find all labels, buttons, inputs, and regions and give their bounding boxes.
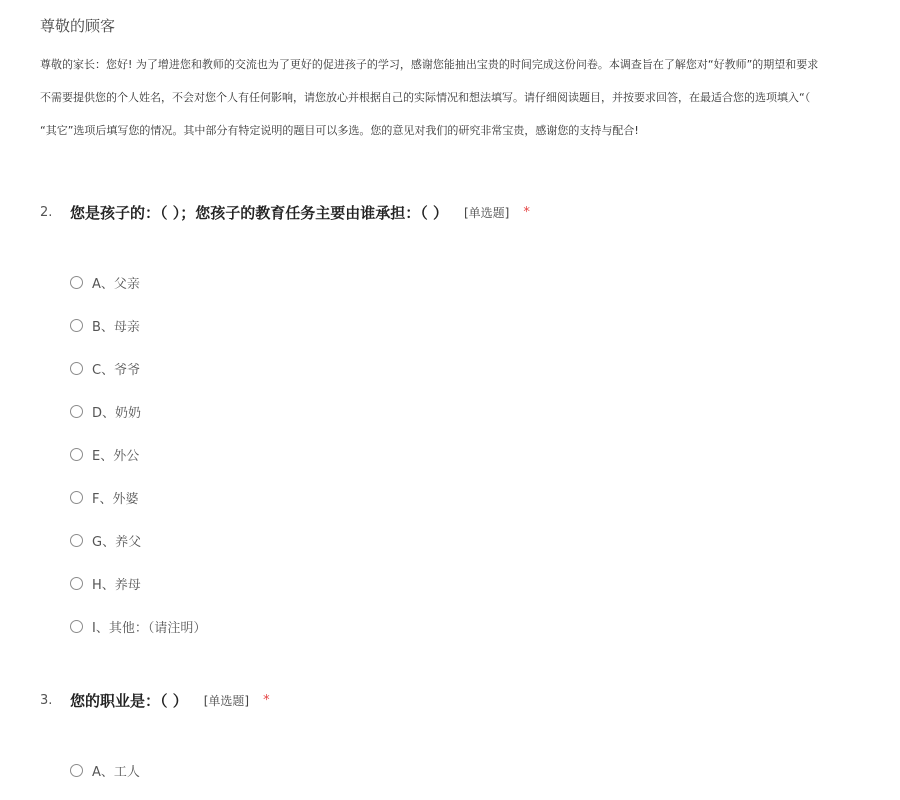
q2-option-g[interactable]: [70, 530, 141, 550]
option-label: I、其他：（请注明）: [92, 620, 207, 636]
radio-button[interactable]: [70, 620, 83, 633]
option-label: B、母亲: [92, 319, 140, 335]
q2-option-b[interactable]: [70, 315, 140, 335]
question-2-header: [40, 200, 530, 224]
question-title: 您是孩子的：（ ）；您孩子的教育任务主要由谁承担：（ ）: [70, 203, 448, 222]
q2-option-c[interactable]: [70, 358, 140, 378]
required-marker: *: [523, 204, 530, 220]
radio-button[interactable]: [70, 491, 83, 504]
radio-button[interactable]: [70, 405, 83, 418]
question-number: 2.: [40, 204, 53, 220]
option-label: G、养父: [92, 534, 142, 550]
q2-option-a[interactable]: [70, 272, 140, 292]
radio-button[interactable]: [70, 276, 83, 289]
option-label: H、养母: [92, 577, 141, 593]
option-label: D、奶奶: [92, 405, 142, 421]
intro-line-1: 尊敬的家长：您好! 为了增进您和教师的交流也为了更好的促进孩子的学习，感谢您能抽出宝贵的时间完成这份问卷。本调查旨在了解您对“好教师”的期望和要求: [40, 58, 819, 71]
question-number: 3.: [40, 692, 53, 708]
intro-line-2: 不需要提供您的个人姓名，不会对您个人有任何影响，请您放心并根据自己的实际情况和想法填写。请仔细阅读题目，并按要求回答，在最适合您的选项填入“（: [40, 91, 811, 104]
radio-button[interactable]: [70, 319, 83, 332]
option-label: E、外公: [92, 448, 140, 464]
option-label: A、父亲: [92, 276, 140, 292]
intro-line-3: “其它”选项后填写您的情况。其中部分有特定说明的题目可以多选。您的意见对我们的研究非常宝贵，感谢您的支持与配合!: [40, 124, 639, 137]
radio-button[interactable]: [70, 362, 83, 375]
q2-option-d[interactable]: [70, 401, 141, 421]
required-marker: *: [263, 692, 270, 708]
q3-option-a[interactable]: [70, 760, 140, 780]
greeting-heading: 尊敬的顾客: [40, 17, 116, 35]
radio-button[interactable]: [70, 448, 83, 461]
option-label: F、外婆: [92, 491, 139, 507]
question-type-tag: [单选题]: [463, 205, 510, 220]
question-3-header: [40, 688, 270, 712]
q2-option-e[interactable]: [70, 444, 139, 464]
radio-button[interactable]: [70, 577, 83, 590]
question-title: 您的职业是：（ ）: [70, 691, 188, 710]
radio-button[interactable]: [70, 534, 83, 547]
q2-option-h[interactable]: [70, 573, 141, 593]
option-label: C、爷爷: [92, 362, 141, 378]
q2-option-f[interactable]: [70, 487, 138, 507]
question-type-tag: [单选题]: [203, 693, 250, 708]
q2-option-i[interactable]: [70, 616, 206, 636]
option-label: A、工人: [92, 764, 140, 780]
radio-button[interactable]: [70, 764, 83, 777]
